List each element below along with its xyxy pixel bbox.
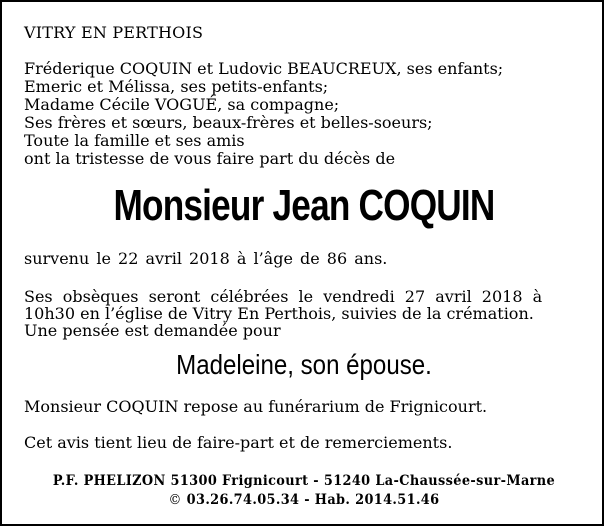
- family-line: Ses frères et sœurs, beaux-frères et belles-soeurs;: [24, 113, 433, 132]
- funeral-line: 10h30 en l’église de Vitry En Perthois, suivies de la crémation.: [24, 304, 534, 323]
- footer-phone: 03.26.74.05.34 - Hab. 2014.51.46: [186, 492, 440, 508]
- acknowledgement-line: Cet avis tient lieu de faire-part et de remerciements.: [24, 433, 453, 452]
- funeral-line: Ses obsèques seront célébrées le vendredi 27 avril 2018 à: [24, 287, 543, 306]
- funeral-director-footer: [26, 472, 582, 510]
- family-line: Toute la famille et ses amis: [24, 131, 245, 150]
- family-line: ont la tristesse de vous faire part du décès de: [24, 149, 396, 168]
- death-date-line: survenu le 22 avril 2018 à l’âge de 86 ans.: [24, 249, 388, 268]
- funeral-details: [24, 288, 582, 339]
- family-line: Madame Cécile VOGUÉ, sa compagne;: [24, 95, 340, 114]
- family-line: Fréderique COQUIN et Ludovic BEAUCREUX, ses enfants;: [24, 59, 504, 78]
- deceased-name: Monsieur Jean COQUIN: [113, 181, 495, 230]
- funeral-home-line: Monsieur COQUIN repose au funérarium de Frignicourt.: [24, 397, 488, 416]
- footer-address: P.F. PHELIZON 51300 Frignicourt - 51240 La-Chaussée-sur-Marne: [52, 473, 556, 489]
- phone-icon: ©: [168, 492, 182, 508]
- family-line: Emeric et Mélissa, ses petits-enfants;: [24, 77, 329, 96]
- thought-for: Madeleine, son épouse.: [176, 349, 432, 380]
- funeral-line: Une pensée est demandée pour: [24, 321, 281, 340]
- footer-contact: [26, 491, 582, 510]
- town-heading: VITRY EN PERTHOIS: [24, 23, 204, 42]
- family-announcement: [24, 60, 584, 168]
